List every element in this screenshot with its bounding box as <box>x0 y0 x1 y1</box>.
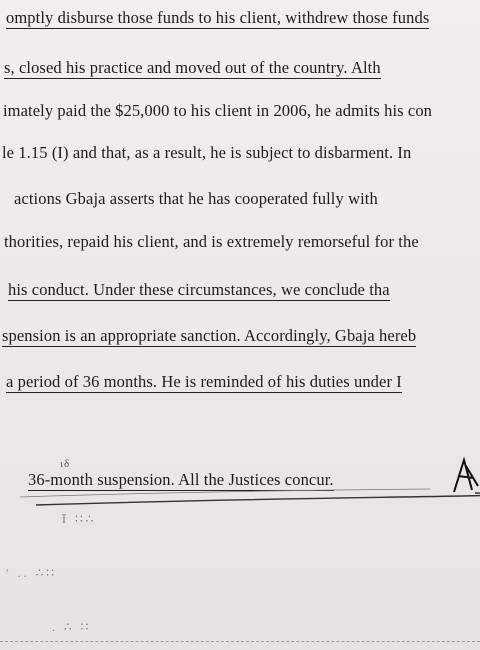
text-line-2 <box>4 58 381 78</box>
text-line-9 <box>6 372 402 392</box>
text-line-6 <box>4 232 419 252</box>
line-8-text: spension is an appropriate sanction. Accordingly, Gbaja hereb <box>2 326 417 345</box>
text-line-1 <box>6 8 429 28</box>
line-4-text: le 1.15 (I) and that, as a result, he is subject to disbarment. In <box>2 143 412 162</box>
handwritten-margin-mark <box>60 458 70 470</box>
bleed-through-marks-3 <box>52 620 91 635</box>
page-bottom-edge <box>0 641 480 642</box>
line-1-text: omptly disburse those funds to his client, withdrew those funds <box>6 8 430 27</box>
bleed-through-marks-1 <box>62 512 96 527</box>
line-3-text: imately paid the $25,000 to his client in 2006, he admits his con <box>3 101 433 120</box>
line-9-text: a period of 36 months. He is reminded of his duties under I <box>6 372 402 391</box>
line-5-text: actions Gbaja asserts that he has cooperated fully with <box>14 189 378 208</box>
text-line-3 <box>3 101 432 121</box>
text-line-4 <box>2 143 411 163</box>
text-line-7 <box>8 280 390 300</box>
stray-marks-1: Ī ∷∴ <box>62 512 97 526</box>
bleed-through-marks-2 <box>6 566 57 581</box>
line-10-text: 36-month suspension. All the Justices concur. <box>28 470 334 489</box>
margin-mark-text: ιδ <box>60 458 71 470</box>
stray-marks-2: ′ .. ∴∷ <box>6 566 57 580</box>
text-line-5 <box>14 189 378 209</box>
text-line-8 <box>2 326 416 346</box>
stray-marks-3: . ∴ ∷ <box>52 620 92 634</box>
line-2-text: s, closed his practice and moved out of the country. Alth <box>4 58 381 77</box>
line-7-text: his conduct. Under these circumstances, we conclude tha <box>8 280 390 299</box>
line-6-text: thorities, repaid his client, and is extremely remorseful for the <box>4 232 419 251</box>
